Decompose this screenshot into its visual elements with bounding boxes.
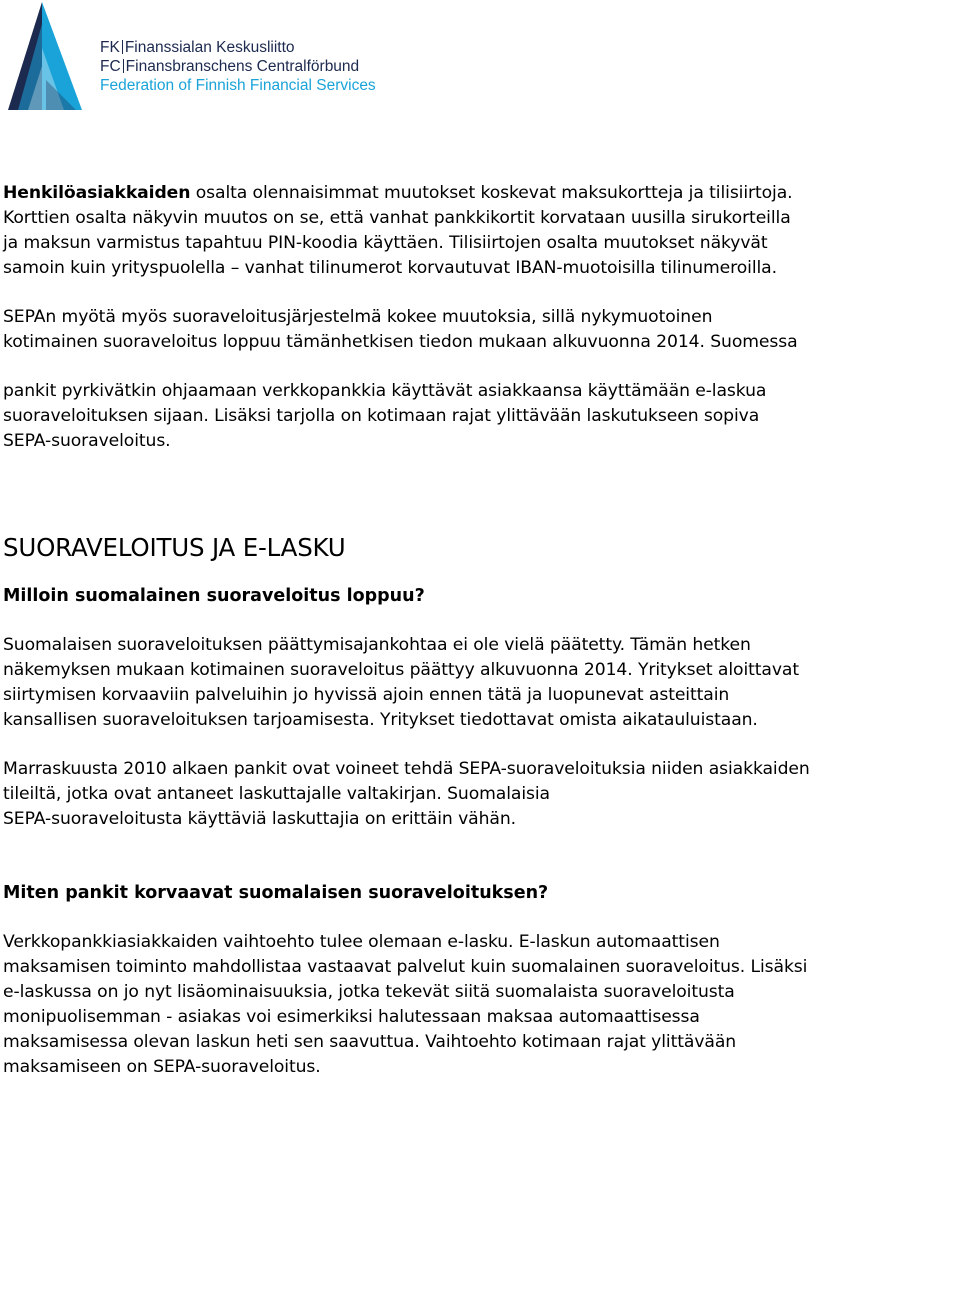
answer-1-paragraph-2 <box>3 757 953 832</box>
intro-paragraph-1 <box>3 181 953 281</box>
logo-sv-abbr: FC <box>100 58 121 75</box>
section-title: SUORAVELOITUS JA E-LASKU <box>3 533 346 562</box>
logo-fi-abbr: FK <box>100 39 120 56</box>
paragraph-line: ja maksun varmistus tapahtuu PIN-koodia käyttäen. Tilisiirtojen osalta muutokset näkyvät <box>3 233 768 253</box>
paragraph-line: monipuolisemman - asiakas voi esimerkiksi halutessaan maksaa automaattisessa <box>3 1007 700 1027</box>
question-1: Milloin suomalainen suoraveloitus loppuu? <box>3 586 425 606</box>
paragraph-line: SEPA-suoraveloitus. <box>3 431 171 451</box>
paragraph-line: SEPAn myötä myös suoraveloitusjärjestelmä kokee muutoksia, sillä nykymuotoinen <box>3 307 713 327</box>
paragraph-line: kotimainen suoraveloitus loppuu tämänhetkisen tiedon mukaan alkuvuonna 2014. Suomessa <box>3 332 798 352</box>
paragraph-line: maksamiseen on SEPA-suoraveloitus. <box>3 1057 321 1077</box>
logo-fi-name: Finanssialan Keskusliitto <box>124 39 295 56</box>
answer-2-paragraph <box>3 930 953 1080</box>
intro-paragraph-3 <box>3 379 953 454</box>
paragraph-line: Marraskuusta 2010 alkaen pankit ovat voineet tehdä SEPA-suoraveloituksia niiden asiakkaiden <box>3 759 810 779</box>
logo-line-en: Federation of Finnish Financial Services <box>100 77 376 94</box>
question-2: Miten pankit korvaavat suomalaisen suoraveloituksen? <box>3 883 549 903</box>
document-content <box>3 181 953 1080</box>
paragraph-line: Suomalaisen suoraveloituksen päättymisajankohtaa ei ole vielä päätetty. Tämän hetken <box>3 635 751 655</box>
logo-separator <box>122 40 123 54</box>
paragraph-line: Korttien osalta näkyvin muutos on se, että vanhat pankkikortit korvataan uusilla sirukorteilla <box>3 208 791 228</box>
paragraph-line: suoraveloituksen sijaan. Lisäksi tarjolla on kotimaan rajat ylittävään laskutukseen sopiva <box>3 406 760 426</box>
paragraph-line: samoin kuin yrityspuolella – vanhat tilinumerot korvautuvat IBAN-muotoisilla tilinumeroilla. <box>3 258 777 278</box>
paragraph-line: SEPA-suoraveloitusta käyttäviä laskuttajia on erittäin vähän. <box>3 809 516 829</box>
logo-separator <box>123 59 124 73</box>
paragraph-line: tileiltä, jotka ovat antaneet laskuttajalle valtakirjan. Suomalaisia <box>3 784 550 804</box>
intro-paragraph-2 <box>3 305 953 355</box>
paragraph-line <box>3 181 953 206</box>
logo-names <box>100 38 376 95</box>
paragraph-line: maksamisen toiminto mahdollistaa vastaavat palvelut kuin suomalainen suoraveloitus. Lisäksi <box>3 957 808 977</box>
logo-line-sv <box>100 57 376 76</box>
paragraph-line: e-laskussa on jo nyt lisäominaisuuksia, jotka tekevät siitä suomalaista suoraveloitusta <box>3 982 735 1002</box>
paragraph-line: näkemyksen mukaan kotimainen suoraveloitus päättyy alkuvuonna 2014. Yritykset aloittavat <box>3 660 799 680</box>
answer-1-paragraph <box>3 633 953 733</box>
paragraph-line: maksamisessa olevan laskun heti sen saavuttua. Vaihtoehto kotimaan rajat ylittävään <box>3 1032 737 1052</box>
paragraph-line: kansallisen suoraveloituksen tarjoamisesta. Yritykset tiedottavat omista aikatauluistaan. <box>3 710 758 730</box>
fk-logo <box>4 2 384 114</box>
line-text: osalta olennaisimmat muutokset koskevat maksukortteja ja tilisiirtoja. <box>190 183 793 203</box>
logo-sv-name: Finansbranschens Centralförbund <box>125 58 360 75</box>
paragraph-line: siirtymisen korvaaviin palveluihin jo hyvissä ajoin ennen tätä ja luopunevat asteittain <box>3 685 730 705</box>
paragraph-line: pankit pyrkivätkin ohjaamaan verkkopankkia käyttävät asiakkaansa käyttämään e-laskua <box>3 381 767 401</box>
logo-line-fi <box>100 38 376 57</box>
fk-logo-mark-icon <box>4 2 86 112</box>
paragraph-line: Verkkopankkiasiakkaiden vaihtoehto tulee olemaan e-lasku. E-laskun automaattisen <box>3 932 720 952</box>
bold-lead: Henkilöasiakkaiden <box>3 183 191 203</box>
